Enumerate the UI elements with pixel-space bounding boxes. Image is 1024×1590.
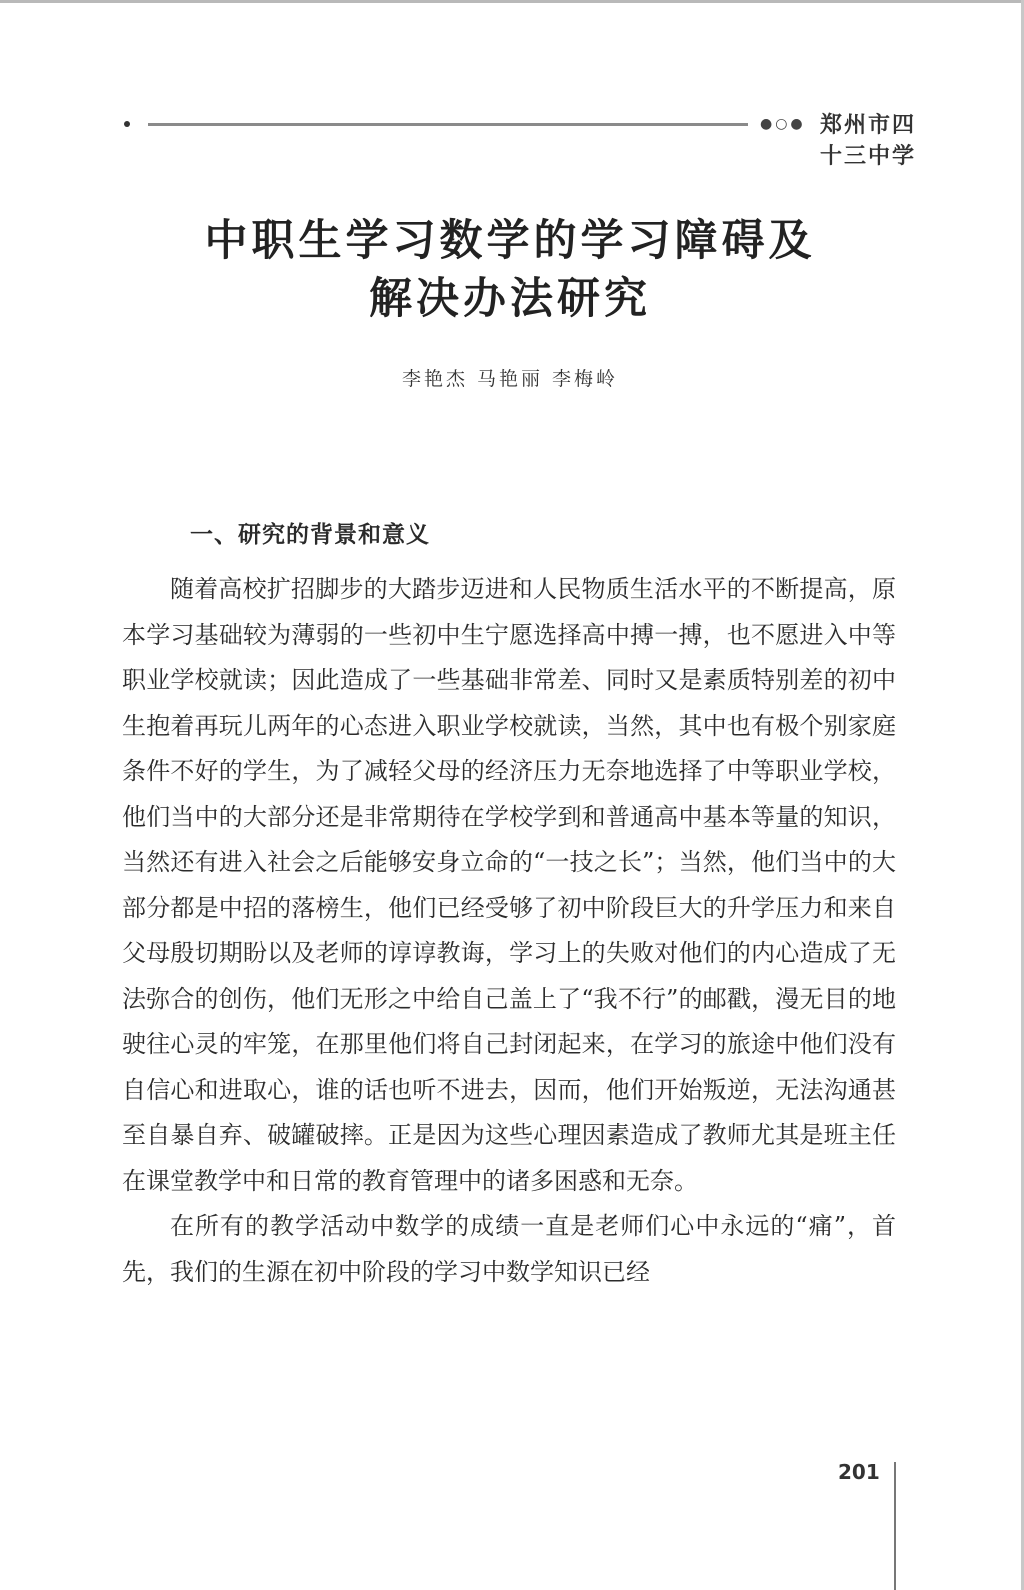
body-paragraph: 随着高校扩招脚步的大踏步迈进和人民物质生活水平的不断提高，原本学习基础较为薄弱的一些初中生宁愿选择高中搏一搏，也不愿进入中等职业学校就读；因此造成了一些基础非常差、同时又是素质特别差的初中生抱着再玩儿两年的心态进入职业学校就读，当然，其中也有极个别家庭条件不好的学生，为了减轻父母的经济压力无奈地选择了中等职业学校，他们当中的大部分还是非常期待在学校学到和普通高中基本等量的知识，当然还有进入社会之后能够安身立命的“一技之长”；当然，他们当中的大部分都是中招的落榜生，他们已经受够了初中阶段巨大的升学压力和来自父母殷切期盼以及老师的谆谆教诲，学习上的失败对他们的内心造成了无法弥合的创伤，他们无形之中给自己盖上了“我不行”的邮戳，漫无目的地驶往心灵的牢笼，在那里他们将自己封闭起来，在学习的旅途中他们没有自信心和进取心，谁的话也听不进去，因而，他们开始叛逆，无法沟通甚至自暴自弃、破罐破摔。正是因为这些心理因素造成了教师尤其是班主任在课堂教学中和日常的教育管理中的诸多困惑和无奈。 <box>122 575 896 1195</box>
article-body <box>122 567 896 1295</box>
top-border <box>0 0 1024 3</box>
title-line-2: 解决办法研究 <box>369 274 651 324</box>
page-number-rule <box>894 1462 896 1590</box>
header-school-name: 郑州市四十三中学 <box>820 113 917 169</box>
article-authors: 李艳杰 马艳丽 李梅岭 <box>401 368 619 390</box>
running-header <box>118 108 918 169</box>
title-line-1: 中职生学习数学的学习障碍及 <box>204 216 816 266</box>
section-heading: 一、研究的背景和意义 <box>190 522 430 548</box>
header-ornament: ●○● <box>760 116 806 132</box>
header-dot <box>124 121 130 127</box>
article-title <box>110 212 910 328</box>
body-paragraph: 在所有的教学活动中数学的成绩一直是老师们心中永远的“痛”，首先，我们的生源在初中阶段的学习中数学知识已经 <box>122 1212 896 1286</box>
header-rule <box>148 123 748 126</box>
page-number: 201 <box>838 1460 880 1484</box>
